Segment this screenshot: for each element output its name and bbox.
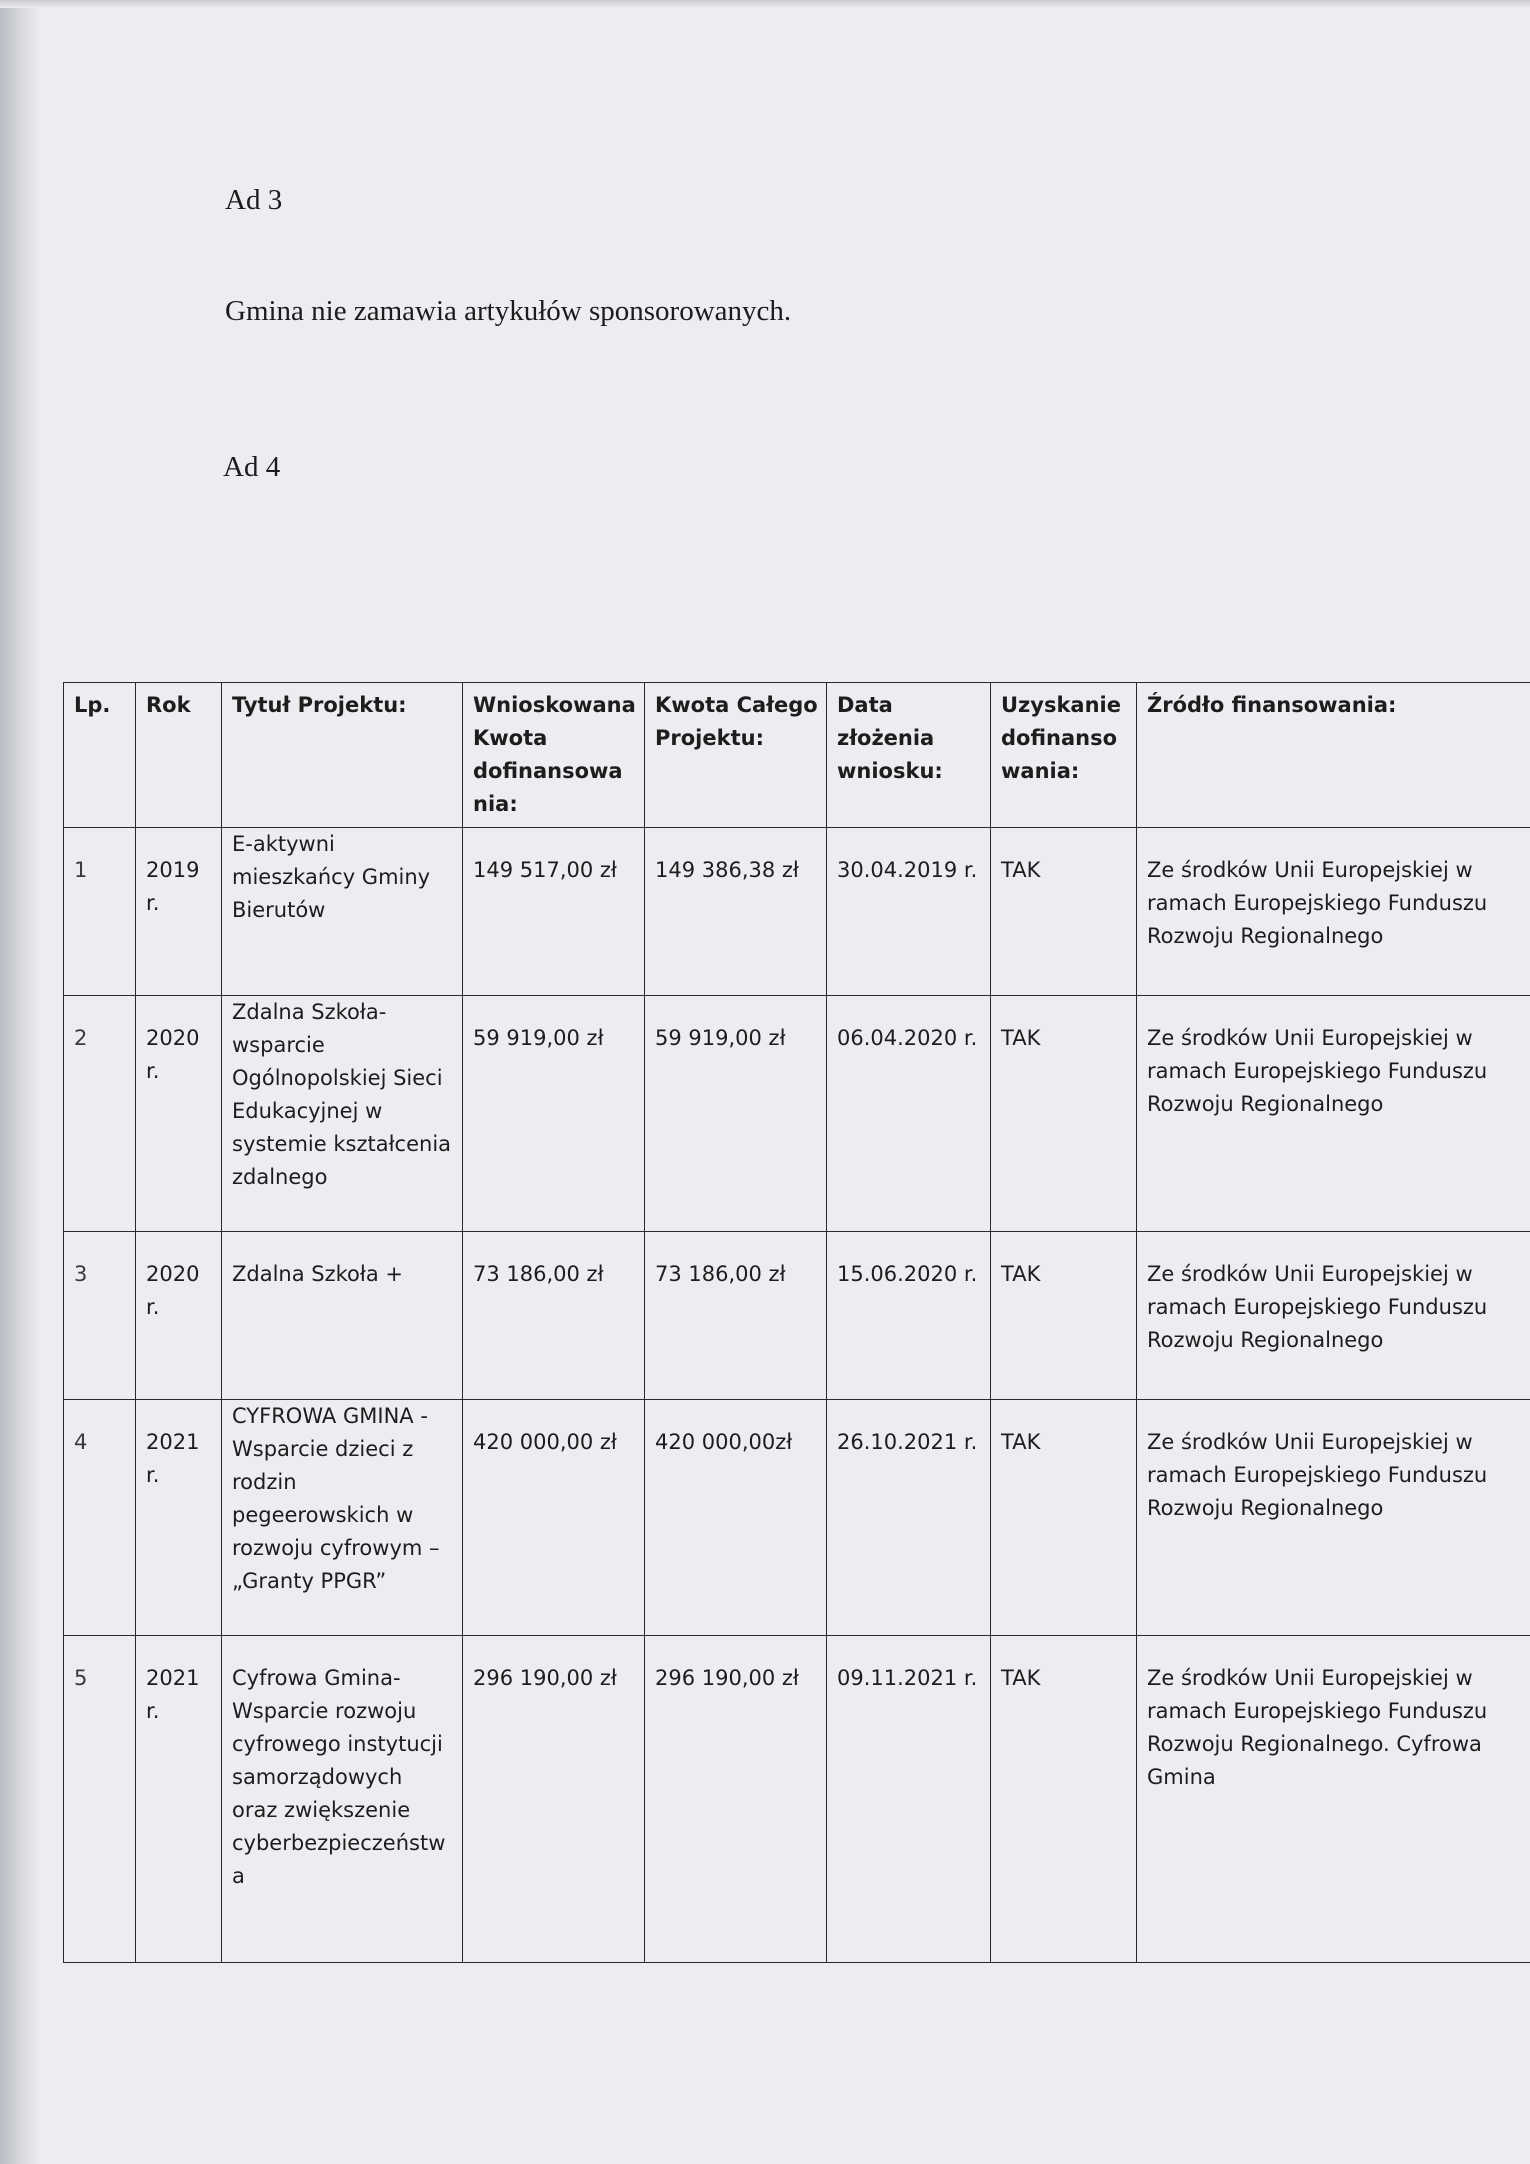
cell-wnioskowana: 296 190,00 zł xyxy=(463,1636,645,1963)
cell-rok: 2020 r. xyxy=(136,996,222,1232)
cell-kwota: 149 386,38 zł xyxy=(645,828,827,996)
table-header-row xyxy=(64,683,1530,828)
cell-uzyskanie: TAK xyxy=(991,1636,1137,1963)
cell-zrodlo: Ze środków Unii Europejskiej w ramach Europejskiego Funduszu Rozwoju Regionalnego xyxy=(1137,828,1530,996)
cell-uzyskanie: TAK xyxy=(991,1232,1137,1400)
header-rok: Rok xyxy=(136,683,222,828)
cell-zrodlo: Ze środków Unii Europejskiej w ramach Europejskiego Funduszu Rozwoju Regionalnego. Cyfrowa Gmina xyxy=(1137,1636,1530,1963)
ad4-heading: Ad 4 xyxy=(223,451,281,483)
header-wnioskowana: Wnioskowana Kwota dofinansowania: xyxy=(463,683,645,828)
cell-rok: 2021 r. xyxy=(136,1400,222,1636)
sponsored-articles-statement: Gmina nie zamawia artykułów sponsorowanych. xyxy=(225,295,792,327)
header-tytul: Tytuł Projektu: xyxy=(222,683,463,828)
header-data: Data złożenia wniosku: xyxy=(827,683,991,828)
cell-kwota: 73 186,00 zł xyxy=(645,1232,827,1400)
cell-tytul: Cyfrowa Gmina- Wsparcie rozwoju cyfrowego instytucji samorządowych oraz zwiększenie cyberbezpieczeństwa xyxy=(222,1636,463,1963)
cell-tytul: E-aktywni mieszkańcy Gminy Bierutów xyxy=(222,828,463,996)
cell-uzyskanie: TAK xyxy=(991,828,1137,996)
cell-lp: 1 xyxy=(64,828,136,996)
cell-wnioskowana: 59 919,00 zł xyxy=(463,996,645,1232)
cell-uzyskanie: TAK xyxy=(991,1400,1137,1636)
ad3-heading: Ad 3 xyxy=(225,184,283,216)
table-row xyxy=(64,996,1530,1232)
cell-lp: 2 xyxy=(64,996,136,1232)
cell-kwota: 420 000,00zł xyxy=(645,1400,827,1636)
header-lp: Lp. xyxy=(64,683,136,828)
cell-rok: 2021 r. xyxy=(136,1636,222,1963)
cell-zrodlo: Ze środków Unii Europejskiej w ramach Europejskiego Funduszu Rozwoju Regionalnego xyxy=(1137,996,1530,1232)
table-row xyxy=(64,1232,1530,1400)
cell-rok: 2020 r. xyxy=(136,1232,222,1400)
table-row xyxy=(64,1636,1530,1963)
cell-wnioskowana: 73 186,00 zł xyxy=(463,1232,645,1400)
cell-data: 15.06.2020 r. xyxy=(827,1232,991,1400)
cell-tytul: Zdalna Szkoła- wsparcie Ogólnopolskiej Sieci Edukacyjnej w systemie kształcenia zdalnego xyxy=(222,996,463,1232)
cell-data: 09.11.2021 r. xyxy=(827,1636,991,1963)
cell-zrodlo: Ze środków Unii Europejskiej w ramach Europejskiego Funduszu Rozwoju Regionalnego xyxy=(1137,1400,1530,1636)
cell-kwota: 296 190,00 zł xyxy=(645,1636,827,1963)
header-zrodlo: Źródło finansowania: xyxy=(1137,683,1530,828)
header-uzyskanie: Uzyskanie dofinansowania: xyxy=(991,683,1137,828)
cell-uzyskanie: TAK xyxy=(991,996,1137,1232)
table-row xyxy=(64,1400,1530,1636)
header-kwota: Kwota Całego Projektu: xyxy=(645,683,827,828)
cell-kwota: 59 919,00 zł xyxy=(645,996,827,1232)
cell-data: 06.04.2020 r. xyxy=(827,996,991,1232)
cell-tytul: Zdalna Szkoła + xyxy=(222,1232,463,1400)
table-row xyxy=(64,828,1530,996)
funding-projects-table xyxy=(63,682,1530,1963)
cell-wnioskowana: 149 517,00 zł xyxy=(463,828,645,996)
cell-data: 30.04.2019 r. xyxy=(827,828,991,996)
cell-lp: 3 xyxy=(64,1232,136,1400)
cell-lp: 5 xyxy=(64,1636,136,1963)
cell-wnioskowana: 420 000,00 zł xyxy=(463,1400,645,1636)
cell-zrodlo: Ze środków Unii Europejskiej w ramach Europejskiego Funduszu Rozwoju Regionalnego xyxy=(1137,1232,1530,1400)
cell-lp: 4 xyxy=(64,1400,136,1636)
cell-rok: 2019 r. xyxy=(136,828,222,996)
cell-data: 26.10.2021 r. xyxy=(827,1400,991,1636)
cell-tytul: CYFROWA GMINA - Wsparcie dzieci z rodzin pegeerowskich w rozwoju cyfrowym – „Granty PPGR” xyxy=(222,1400,463,1636)
